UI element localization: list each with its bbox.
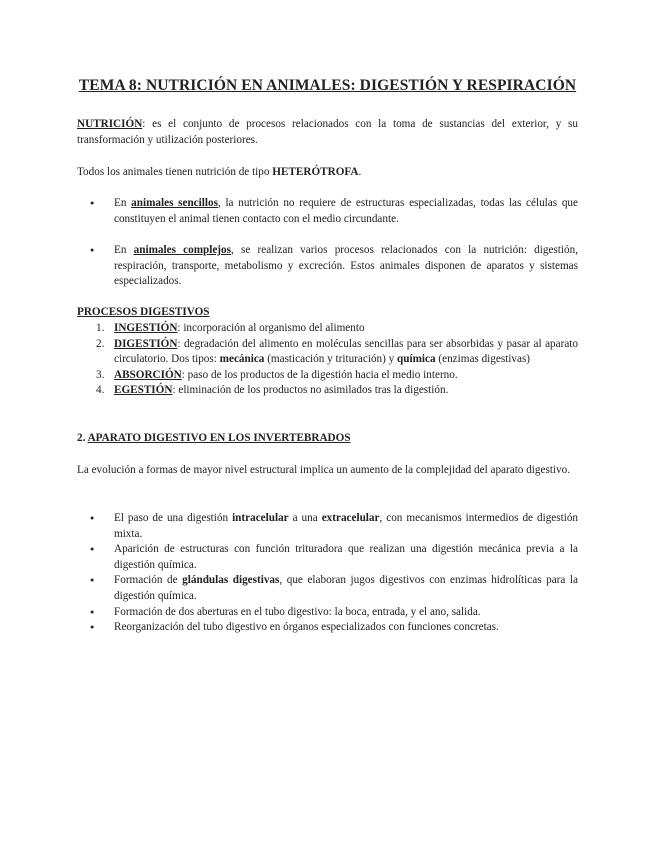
item-text: , con mecanismos intermedios de digestión mixta. [114,512,579,540]
heterotrofa-sentence [77,165,578,181]
list-item [77,573,578,604]
item-number: 4. [96,384,105,397]
animales-sencillos-list [77,196,578,227]
extracelular-term: extracelular [321,512,380,524]
item-text: : eliminación de los productos no asimilados tras la digestión. [172,384,449,397]
section2-number: 2. [77,432,88,444]
item-pre: En [114,197,132,209]
section2-list [77,511,578,636]
item-text: , se realizan varios procesos relacionados con la nutrición: digestión, respiración, transporte, metabolismo y excreción. Estos animales disponen de aparatos y sistemas especializados. [114,244,578,288]
egestion-term: EGESTIÓN [114,384,173,397]
section2-heading-text: APARATO DIGESTIVO EN LOS INVERTEBRADOS [87,432,351,444]
item-text: , que elaboran jugos digestivos con enzimas hidrolíticas para la digestión química. [114,574,579,602]
nutricion-definition [77,117,578,148]
item-text: El paso de una digestión [114,512,233,524]
item-text: : paso de los productos de la digestión hacia el medio interno. [181,368,458,381]
procesos-list [77,321,578,399]
absorcion-term: ABSORCIÓN [114,368,182,381]
item-text: a una [288,512,322,524]
heterotrofa-pre: Todos los animales tienen nutrición de tipo [77,166,273,178]
list-item: ● Reorganización del tubo digestivo en órganos especializados con funciones concretas. [77,620,578,636]
item-number: 2. [96,337,105,350]
item-text: Formación de [114,574,183,587]
glandulas-term: glándulas digestivas [182,574,280,587]
animales-complejos-list [77,243,578,290]
item-number: 3. [96,368,105,381]
animales-sencillos-term: animales sencillos [131,197,218,209]
list-item [77,243,578,290]
ingestion-term: INGESTIÓN [114,322,178,334]
item-text: , la nutrición no requiere de estructuras especializadas, todas las células que constituyen el animal tienen contacto con el medio circundante. [114,197,578,225]
animales-complejos-term: animales complejos [133,244,231,256]
heterotrofa-post: . [358,166,362,178]
mecanica-term: mecánica [219,353,265,366]
list-item [77,321,578,337]
list-item: ● Aparición de estructuras con función trituradora que realizan una digestión mecánica previa a la digestión química. [77,542,578,573]
quimica-term: química [397,353,436,366]
section2-intro: La evolución a formas de mayor nivel estructural implica un aumento de la complejidad del aparato digestivo. [77,464,571,476]
list-item [77,511,578,542]
section2-heading [77,431,578,447]
list-item [77,368,578,384]
procesos-heading-text: PROCESOS DIGESTIVOS [77,306,210,318]
page-title: TEMA 8: NUTRICIÓN EN ANIMALES: DIGESTIÓN Y RESPIRACIÓN [78,77,577,94]
digestion-term: DIGESTIÓN [114,337,178,350]
item-text: : incorporación al organismo del alimento [177,322,365,334]
list-item: ● Formación de dos aberturas en el tubo digestivo: la boca, entrada, y el ano, salida. [77,605,578,621]
list-item [77,383,578,399]
list-item [77,196,578,227]
item-text: : degradación del alimento en moléculas sencillas para ser absorbidas y pasar al aparato circulatorio. Dos tipos: [114,337,578,366]
list-item [77,337,578,368]
item-text: (masticación y trituración) y [264,353,398,366]
nutricion-term: NUTRICIÓN [77,118,143,130]
item-text: (enzimas digestivas) [435,353,531,366]
procesos-heading [77,305,578,321]
intracelular-term: intracelular [232,512,289,524]
nutricion-text: : es el conjunto de procesos relacionados con la toma de sustancias del exterior, y su transformación y utilización posteriores. [77,118,578,146]
item-number: 1. [96,322,105,334]
heterotrofa-term: HETERÓTROFA [272,166,359,178]
item-pre: En [114,244,134,256]
